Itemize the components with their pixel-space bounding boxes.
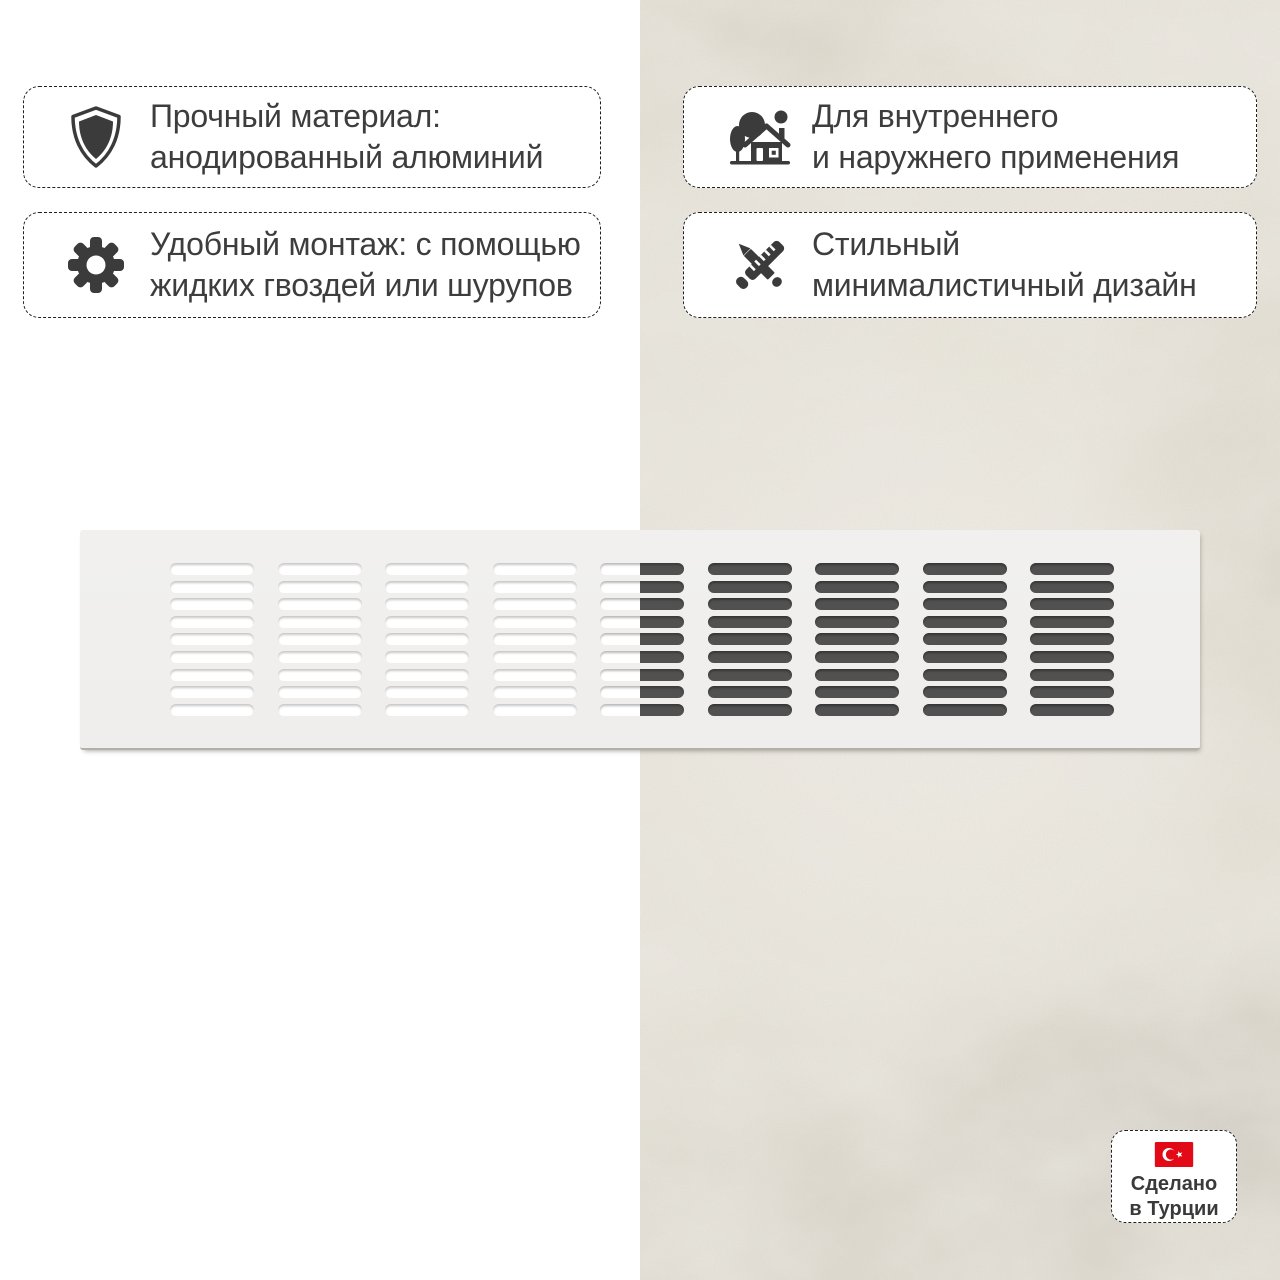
grille-slot [815, 616, 899, 628]
grille-slot [923, 651, 1007, 663]
made-in-line: Сделано [1130, 1173, 1218, 1195]
grille-slot [600, 563, 684, 575]
grille-slot [385, 581, 469, 593]
grille-slot [170, 669, 254, 681]
grille-slot [600, 581, 684, 593]
grille-slot [708, 581, 792, 593]
feature-line: жидких гвоздей или шурупов [150, 267, 573, 303]
grille-slot [1030, 686, 1114, 698]
made-in-turkey-badge [1111, 1130, 1237, 1223]
grille-slot [1030, 633, 1114, 645]
feature-box-material [23, 86, 601, 188]
grille-slot [278, 581, 362, 593]
grille-slot [1030, 563, 1114, 575]
grille-slot [600, 651, 684, 663]
grille-slot [815, 581, 899, 593]
grille-slot [278, 616, 362, 628]
grille-slot [170, 581, 254, 593]
grille-slot [170, 598, 254, 610]
grille-slot [815, 651, 899, 663]
grille-slot [385, 563, 469, 575]
grille-slot [923, 669, 1007, 681]
made-in-line: в Турции [1129, 1198, 1219, 1220]
feature-line: анодированный алюминий [150, 139, 544, 175]
made-in-label [1129, 1172, 1218, 1222]
grille-slot [708, 563, 792, 575]
grille-slot [170, 616, 254, 628]
grille-slot [708, 633, 792, 645]
grille-slot [708, 598, 792, 610]
grille-slot [600, 633, 684, 645]
feature-line: Стильный [812, 226, 960, 262]
grille-slot [385, 633, 469, 645]
grille-slot [923, 581, 1007, 593]
feature-text-usage [812, 96, 1179, 178]
grille-slot [815, 598, 899, 610]
grille-slot [1030, 581, 1114, 593]
feature-line: Удобный монтаж: с помощью [150, 226, 581, 262]
house-tree-icon [728, 105, 792, 169]
grille-slot [815, 669, 899, 681]
grille-slot [278, 686, 362, 698]
grille-slot [923, 704, 1007, 716]
grille-slot [1030, 669, 1114, 681]
feature-text-design [812, 224, 1197, 306]
grille-slot [385, 704, 469, 716]
grille-slot [493, 704, 577, 716]
feature-text-mounting [150, 224, 581, 306]
feature-line: и наружнего применения [812, 139, 1180, 175]
grille-slot [708, 686, 792, 698]
grille-slot [493, 598, 577, 610]
grille-slot [493, 581, 577, 593]
grille-slot [170, 651, 254, 663]
grille-slot [385, 598, 469, 610]
grille-slot [385, 669, 469, 681]
feature-box-design [683, 212, 1257, 318]
grille-slot [600, 598, 684, 610]
feature-text-material [150, 96, 543, 178]
shield-icon [64, 105, 128, 169]
grille-slot [923, 616, 1007, 628]
grille-slot [278, 669, 362, 681]
ventilation-grille-product [80, 530, 1200, 750]
grille-slot [493, 669, 577, 681]
grille-slot [278, 563, 362, 575]
grille-slot [815, 704, 899, 716]
grille-slot [600, 704, 684, 716]
pencil-ruler-icon [728, 233, 792, 297]
feature-line: Для внутреннего [812, 98, 1059, 134]
feature-line: минималистичный дизайн [812, 267, 1197, 303]
grille-slot [170, 686, 254, 698]
grille-slot [170, 563, 254, 575]
grille-slot [600, 686, 684, 698]
grille-slot [708, 669, 792, 681]
grille-slot [708, 704, 792, 716]
grille-slot [385, 686, 469, 698]
grille-slot [1030, 598, 1114, 610]
grille-slot [815, 563, 899, 575]
feature-box-mounting [23, 212, 601, 318]
grille-slot [1030, 651, 1114, 663]
grille-slot [493, 633, 577, 645]
feature-box-usage [683, 86, 1257, 188]
grille-slot [493, 563, 577, 575]
grille-slot [493, 616, 577, 628]
turkey-flag-icon [1153, 1142, 1195, 1167]
grille-slot [923, 633, 1007, 645]
grille-slot [385, 651, 469, 663]
grille-slot [923, 598, 1007, 610]
grille-slot [923, 563, 1007, 575]
grille-slot [278, 651, 362, 663]
grille-slot [923, 686, 1007, 698]
grille-slot [170, 704, 254, 716]
grille-slot [815, 686, 899, 698]
gear-icon [64, 233, 128, 297]
grille-slot [493, 686, 577, 698]
grille-slot [493, 651, 577, 663]
grille-slot [600, 616, 684, 628]
grille-slot [815, 633, 899, 645]
grille-slot [385, 616, 469, 628]
feature-line: Прочный материал: [150, 98, 441, 134]
grille-slot [708, 651, 792, 663]
grille-slot [278, 633, 362, 645]
grille-slot [1030, 704, 1114, 716]
grille-slot [278, 704, 362, 716]
grille-slot [708, 616, 792, 628]
grille-slot [1030, 616, 1114, 628]
grille-slot [600, 669, 684, 681]
grille-slot [170, 633, 254, 645]
grille-slot [278, 598, 362, 610]
